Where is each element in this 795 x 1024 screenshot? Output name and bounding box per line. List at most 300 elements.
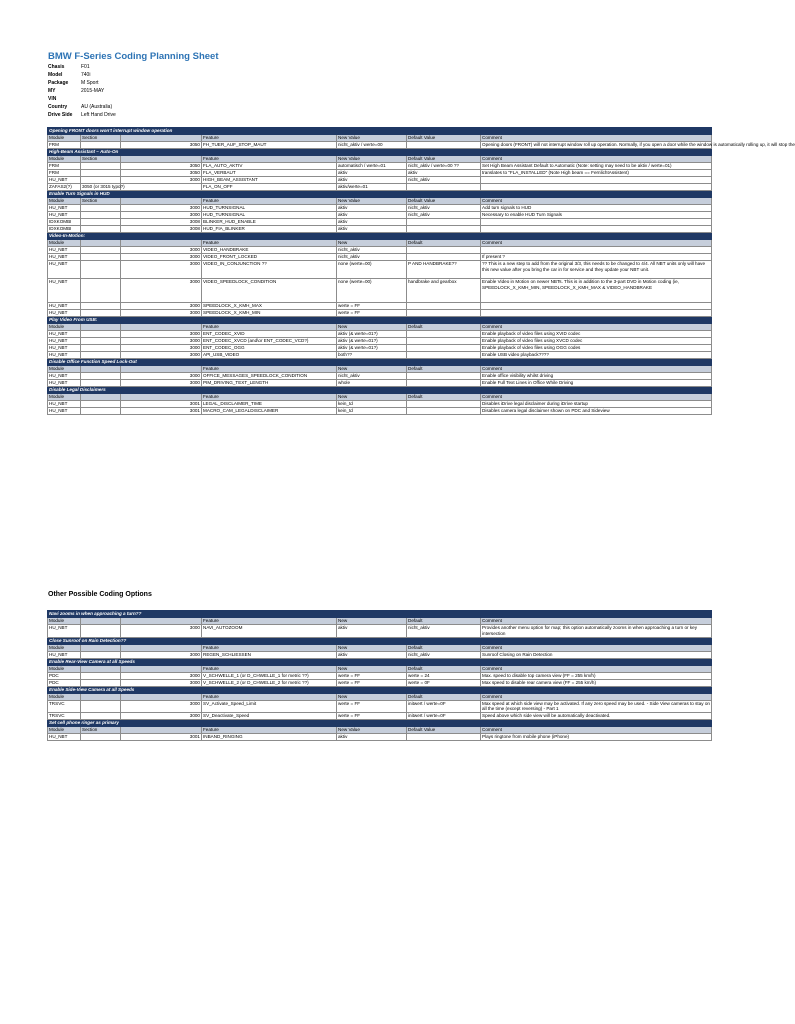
cell-new-value: aktiv — [337, 212, 407, 219]
header-comment: Comment — [481, 618, 712, 625]
cell-section-code: 3001 — [121, 408, 202, 415]
vehicle-info-value: Left Hand Drive — [81, 112, 116, 118]
cell-default-value — [407, 373, 481, 380]
cell-comment — [481, 219, 712, 226]
header-new-value: New — [337, 366, 407, 373]
vehicle-info-row — [48, 87, 116, 95]
cell-section — [81, 713, 121, 720]
header-section-code — [121, 665, 202, 672]
table-row — [48, 338, 712, 345]
vehicle-info-key: Drive Side — [48, 112, 73, 118]
section-heading-row — [48, 233, 712, 240]
cell-feature: PIM_DRIVING_TEXT_LENGTH — [202, 380, 337, 387]
cell-new-value: aktiv — [337, 177, 407, 184]
cell-new-value: aktiv — [337, 625, 407, 638]
cell-section-code: 3000 — [121, 352, 202, 359]
section-heading-row — [48, 658, 712, 665]
cell-new-value: automatisch / werte=01 — [337, 163, 407, 170]
cell-section-code: 3000 — [121, 380, 202, 387]
header-feature: Feature — [202, 366, 337, 373]
header-comment: Comment — [481, 198, 712, 205]
cell-comment: Enable playback of video files using XVCD codec — [481, 338, 712, 345]
coding-table-other — [47, 610, 712, 741]
cell-default-value: initwert / werte=0F — [407, 700, 481, 713]
cell-default-value — [407, 408, 481, 415]
cell-feature: API_USB_VIDEO — [202, 352, 337, 359]
section-heading-row — [48, 317, 712, 324]
cell-module: HU_NBT — [48, 254, 81, 261]
cell-default-value: P AND HANDBRAKE?? — [407, 261, 481, 279]
header-comment: Comment — [481, 135, 712, 142]
header-module: Module — [48, 693, 81, 700]
cell-new-value: aktiv/werte=01 — [337, 184, 407, 191]
section-heading: Enable Side-View Camera at all Speeds — [48, 686, 712, 693]
cell-default-value — [407, 352, 481, 359]
header-default-value: Default Value — [407, 727, 481, 734]
cell-comment: Disables iDrive legal disclaimer during iDrive startup — [481, 401, 712, 408]
cell-section-code: 3000 — [121, 247, 202, 254]
header-module: Module — [48, 135, 81, 142]
cell-module: HU_NBT — [48, 177, 81, 184]
cell-new-value: aktiv (& werte=01?) — [337, 345, 407, 352]
cell-comment — [481, 177, 712, 184]
cell-comment: Max speed at which side view may be activated. If any zero speed may be used. - Side View cameras to stay on all the time (except reversing) - Part 1 — [482, 700, 710, 712]
cell-section — [81, 651, 121, 658]
cell-comment: translates to "FLA_INSTALLED" (Note High beam == FernlichtAssistent) — [481, 170, 712, 177]
cell-module: TRSVC — [48, 713, 81, 720]
cell-new-value: kein_td — [337, 408, 407, 415]
cell-section-code: 3001 — [121, 734, 202, 741]
header-section-code — [121, 394, 202, 401]
header-module: Module — [48, 198, 81, 205]
header-feature: Feature — [202, 198, 337, 205]
cell-default-value: nicht_aktiv — [407, 212, 481, 219]
header-section-code — [121, 693, 202, 700]
cell-new-value: nicht_aktiv — [337, 254, 407, 261]
table-row — [48, 247, 712, 254]
cell-section-code: 3050 — [121, 170, 202, 177]
cell-comment: Max. speed to disable top camera view (FF = 255 km/h) — [481, 672, 712, 679]
header-section-code — [121, 618, 202, 625]
header-section: Section — [81, 135, 121, 142]
cell-module: HU_NBT — [48, 303, 81, 310]
page-title: BMW F-Series Coding Planning Sheet — [48, 51, 219, 62]
header-default-value: Default — [407, 644, 481, 651]
header-section-code — [121, 727, 202, 734]
header-comment: Comment — [481, 394, 712, 401]
vehicle-info-key: Chasis — [48, 64, 65, 70]
section-heading-row — [48, 611, 712, 618]
header-default-value: Default — [407, 693, 481, 700]
cell-feature: FLA_AUTO_AKTIV — [202, 163, 337, 170]
table-row — [48, 163, 712, 170]
cell-feature: ENT_CODEC_XVCD (and\or ENT_CODEC_VCD?) — [202, 338, 337, 345]
vehicle-info-value — [81, 95, 116, 103]
section-heading: Disable Office Function Speed Lock-Out — [48, 359, 712, 366]
cell-section — [81, 177, 121, 184]
vehicle-info-value: M Sport — [81, 80, 99, 86]
header-comment: Comment — [481, 156, 712, 163]
header-feature: Feature — [202, 324, 337, 331]
vehicle-info-row — [48, 111, 116, 119]
header-default-value: Default — [407, 665, 481, 672]
cell-feature: VIDEO_SPEEDLOCK_CONDITION — [202, 279, 337, 303]
header-section — [81, 693, 121, 700]
column-header-row — [48, 618, 712, 625]
table-row — [48, 651, 712, 658]
header-section — [81, 240, 121, 247]
cell-comment — [481, 226, 712, 233]
cell-default-value: handbrake and gearbox — [407, 279, 481, 303]
cell-comment: Enable office visibility whilst driving — [481, 373, 712, 380]
cell-module: HU_NBT — [48, 205, 81, 212]
cell-new-value: werte = FF — [337, 672, 407, 679]
table-row — [48, 205, 712, 212]
cell-new-value: nicht_aktiv — [337, 247, 407, 254]
cell-section — [81, 254, 121, 261]
vehicle-info-row — [48, 79, 116, 87]
header-module: Module — [48, 618, 81, 625]
column-header-row — [48, 727, 712, 734]
cell-default-value: initwert / werte=0F — [407, 713, 481, 720]
cell-section-code: 3000 — [121, 713, 202, 720]
header-default-value: Default — [407, 240, 481, 247]
section-heading-row — [48, 686, 712, 693]
cell-feature: INBAND_RINGING — [202, 734, 337, 741]
cell-section — [81, 734, 121, 741]
cell-module: PDC — [48, 679, 81, 686]
vehicle-info-value: 2015-MAY — [81, 88, 105, 94]
cell-section: 3050 (or 3015 typo?) — [82, 184, 125, 189]
table-row — [48, 408, 712, 415]
header-feature: Feature — [202, 394, 337, 401]
vehicle-info-key: MY — [48, 88, 56, 94]
cell-new-value: werte = FF — [337, 310, 407, 317]
header-section-code — [121, 198, 202, 205]
section-heading-row — [48, 387, 712, 394]
cell-feature: REGEN_SCHLIESSEN — [202, 651, 337, 658]
cell-default-value — [407, 345, 481, 352]
cell-default-value — [407, 331, 481, 338]
cell-feature: SPEEDLOCK_X_KMH_MAX — [202, 303, 337, 310]
header-new-value: New — [337, 618, 407, 625]
cell-comment — [481, 303, 712, 310]
cell-module: HU_NBT — [48, 247, 81, 254]
cell-section-code: 3000 — [121, 625, 202, 638]
table-row — [48, 734, 712, 741]
vehicle-info-row — [48, 103, 116, 111]
header-section-code — [121, 240, 202, 247]
cell-module: HU_NBT — [48, 338, 81, 345]
cell-feature: FLA_VERBAUT — [202, 170, 337, 177]
header-section-code — [121, 135, 202, 142]
cell-section — [81, 163, 121, 170]
header-feature: Feature — [202, 240, 337, 247]
cell-new-value: werte = FF — [337, 679, 407, 686]
table-row — [48, 331, 712, 338]
table-row — [48, 212, 712, 219]
cell-comment: Set High Beam Assistant Default to Automatic (Note: setting may need to be aktiv / werte=01) — [481, 163, 712, 170]
cell-module: HU_NBT — [48, 212, 81, 219]
column-header-row — [48, 693, 712, 700]
cell-feature: VIDEO_FRONT_LOCKED — [202, 254, 337, 261]
cell-module: HU_NBT — [48, 345, 81, 352]
header-section — [81, 324, 121, 331]
table-row — [48, 310, 712, 317]
cell-feature: HUD_FIA_BLINKER — [202, 226, 337, 233]
vehicle-info-value: 740i — [81, 72, 91, 78]
cell-default-value: nicht_aktiv — [407, 205, 481, 212]
cell-comment: ?? This is a new step to add from the original 3/3, this needs to be changed to 4/4. All NBT units only will have this new value after you bring the car in for service and they update your NBT unit. — [481, 261, 712, 279]
coding-table-main — [47, 127, 795, 415]
table-row — [48, 713, 712, 720]
cell-comment: Plays ringtone from mobile phone (iPhone) — [481, 734, 712, 741]
header-new-value: New Value — [337, 135, 407, 142]
table-row — [48, 679, 712, 686]
header-comment: Comment — [481, 727, 712, 734]
vehicle-info-row — [48, 95, 116, 103]
table-row — [48, 401, 712, 408]
cell-feature: NAVI_AUTOZOOM — [202, 625, 337, 638]
cell-section-code: 3000 — [121, 177, 202, 184]
header-module: Module — [48, 644, 81, 651]
cell-default-value: aktiv — [407, 170, 481, 177]
cell-new-value: nicht_aktiv — [337, 373, 407, 380]
section-heading: High-Beam Assistant – Auto-On — [48, 149, 712, 156]
header-feature: Feature — [202, 618, 337, 625]
cell-new-value: whole — [337, 380, 407, 387]
header-default-value: Default — [407, 618, 481, 625]
cell-comment: Enable Video in Motion on newer NBTs. This is in addition to the 3-part DVD in Motion coding (ie, SPEEDLOCK_X_KMH_MIN, SPEEDLOCK_X_KMH_MAX & VIDEO_HANDBRAKE — [481, 279, 712, 303]
cell-default-value: werte = 24 — [407, 672, 481, 679]
vehicle-info — [48, 63, 116, 119]
table-row — [48, 219, 712, 226]
vehicle-info-row — [48, 63, 116, 71]
table-row — [48, 672, 712, 679]
header-module: Module — [48, 156, 81, 163]
cell-section-code: 3000 — [121, 303, 202, 310]
column-header-row — [48, 394, 712, 401]
cell-default-value — [407, 142, 481, 149]
cell-new-value: werte = FF — [337, 700, 407, 713]
cell-comment: Provides another menu option for map; this option automatically zooms in when approaching a turn or key intersection — [481, 625, 712, 638]
section-heading: Enable Rear-View Camera at all Speeds — [48, 658, 712, 665]
header-section-code — [121, 324, 202, 331]
cell-section-code: 3000 — [121, 338, 202, 345]
cell-module: FRM — [48, 170, 81, 177]
cell-feature: VIDEO_HANDBRAKE — [202, 247, 337, 254]
cell-section — [81, 310, 121, 317]
cell-default-value — [407, 247, 481, 254]
cell-feature: HUD_TURNSIGNAL — [202, 205, 337, 212]
cell-feature: HUD_TURNSIGNAL — [202, 212, 337, 219]
column-header-row — [48, 366, 712, 373]
cell-feature: OFFICE_MESSAGES_SPEEDLOCK_CONDITION — [202, 373, 337, 380]
header-module: Module — [48, 366, 81, 373]
cell-section-code: 3000 — [121, 651, 202, 658]
header-section — [81, 665, 121, 672]
header-default-value: Default — [407, 324, 481, 331]
cell-section — [81, 279, 121, 303]
cell-section — [81, 212, 121, 219]
section-heading: Enable Turn Signals in HUD — [48, 191, 712, 198]
cell-module: ZAFAS2(?) — [48, 184, 81, 191]
cell-section — [81, 352, 121, 359]
header-new-value: New Value — [337, 198, 407, 205]
cell-comment: Necessary to enable HUD Turn Signals — [481, 212, 712, 219]
cell-section-code: 3000 — [121, 254, 202, 261]
cell-section-code: 3001 — [121, 401, 202, 408]
cell-section-code: 3000 — [121, 331, 202, 338]
cell-module: HU_NBT — [48, 380, 81, 387]
column-header-row — [48, 156, 712, 163]
section-heading: Disable Legal Disclaimers — [48, 387, 712, 394]
table-row — [48, 142, 712, 149]
cell-comment: Enable USB video playback???? — [481, 352, 712, 359]
cell-default-value — [407, 184, 481, 191]
section-heading-row — [48, 149, 712, 156]
cell-section — [81, 226, 121, 233]
header-section: Section — [81, 727, 121, 734]
cell-section-code: 3000 — [121, 700, 202, 713]
cell-feature: V_SCHWELLE_1 (or D_CHWELLE_1 for metric ??) — [202, 672, 337, 679]
cell-feature: BLINKER_HUD_ENABLE — [202, 219, 337, 226]
header-new-value: New — [337, 693, 407, 700]
table-row — [48, 226, 712, 233]
cell-default-value — [407, 303, 481, 310]
cell-default-value — [407, 219, 481, 226]
cell-section — [81, 625, 121, 638]
header-default-value: Default Value — [407, 135, 481, 142]
cell-new-value: aktiv — [337, 219, 407, 226]
cell-module: HU_NBT — [48, 651, 81, 658]
cell-section — [81, 401, 121, 408]
header-feature: Feature — [202, 727, 337, 734]
cell-module: FRM — [48, 142, 81, 149]
cell-default-value: werte = 0F — [407, 679, 481, 686]
header-section: Section — [81, 198, 121, 205]
cell-section — [81, 373, 121, 380]
cell-comment: Disables camera legal disclaimer shown on PDC and Sideview — [481, 408, 712, 415]
header-module: Module — [48, 324, 81, 331]
header-section — [81, 644, 121, 651]
cell-new-value: werte = FF — [337, 303, 407, 310]
cell-new-value: kein_td — [337, 401, 407, 408]
cell-new-value: none (werte=00) — [337, 279, 407, 303]
cell-feature: SPEEDLOCK_X_KMH_MIN — [202, 310, 337, 317]
cell-section-code: 3008 — [121, 219, 202, 226]
section-heading-row — [48, 128, 712, 135]
cell-comment: Enable Full Text Lines in Office While Driving — [481, 380, 712, 387]
vehicle-info-row — [48, 71, 116, 79]
cell-new-value: aktiv — [337, 226, 407, 233]
cell-section-code: 3000 — [121, 205, 202, 212]
cell-section-code: 3008 — [121, 226, 202, 233]
cell-section-code: 3000 — [121, 261, 202, 279]
cell-default-value: nicht_aktiv — [407, 625, 481, 638]
header-comment: Comment — [481, 324, 712, 331]
table-row — [48, 345, 712, 352]
cell-section — [81, 700, 121, 713]
table-row — [48, 380, 712, 387]
cell-default-value — [407, 401, 481, 408]
cell-comment — [481, 247, 712, 254]
header-section-code — [121, 366, 202, 373]
cell-section — [81, 303, 121, 310]
column-header-row — [48, 240, 712, 247]
cell-section — [81, 338, 121, 345]
cell-section — [81, 331, 121, 338]
cell-comment — [481, 310, 712, 317]
table-row — [48, 625, 712, 638]
header-new-value: New — [337, 644, 407, 651]
cell-feature: HIGH_BEAM_ASSISTANT — [202, 177, 337, 184]
cell-new-value: aktiv — [337, 734, 407, 741]
header-new-value: New — [337, 665, 407, 672]
cell-feature: SV_Activate_Speed_Limit — [202, 700, 337, 713]
cell-section-code — [121, 184, 202, 191]
header-new-value: New — [337, 324, 407, 331]
table-row — [48, 170, 712, 177]
table-row — [48, 700, 712, 713]
header-section — [81, 366, 121, 373]
column-header-row — [48, 324, 712, 331]
header-feature: Feature — [202, 135, 337, 142]
vehicle-info-key: Package — [48, 80, 69, 86]
table-row — [48, 352, 712, 359]
section-heading-row — [48, 637, 712, 644]
cell-module: HU_NBT — [48, 352, 81, 359]
header-comment: Comment — [481, 240, 712, 247]
cell-module: HU_NBT — [48, 310, 81, 317]
section-heading-row — [48, 191, 712, 198]
cell-section — [81, 672, 121, 679]
cell-feature: FH_TUER_AUF_STOP_MAUT — [202, 142, 337, 149]
table-row — [48, 254, 712, 261]
header-section — [81, 618, 121, 625]
cell-new-value: aktiv (& werte=01?) — [337, 331, 407, 338]
column-header-row — [48, 665, 712, 672]
cell-section-code: 3000 — [121, 345, 202, 352]
cell-default-value: nicht_aktiv — [407, 651, 481, 658]
cell-section — [81, 679, 121, 686]
cell-feature: MACRO_CAM_LEGALDISCLAIMER — [202, 408, 337, 415]
cell-new-value: aktiv — [337, 205, 407, 212]
header-section: Section — [81, 156, 121, 163]
cell-default-value — [407, 310, 481, 317]
cell-section — [81, 219, 121, 226]
cell-comment — [481, 184, 712, 191]
cell-comment: If present ? — [481, 254, 712, 261]
cell-default-value — [407, 254, 481, 261]
cell-feature: SV_Deactivate_Speed — [202, 713, 337, 720]
column-header-row — [48, 644, 712, 651]
cell-comment: Add turn signals to HUD — [481, 205, 712, 212]
cell-new-value: werte = FF — [337, 713, 407, 720]
section-heading: Opening FRONT doors won't interrupt window operation — [48, 128, 712, 135]
cell-section-code: 3000 — [121, 679, 202, 686]
header-default-value: Default — [407, 366, 481, 373]
header-default-value: Default — [407, 394, 481, 401]
header-section — [81, 394, 121, 401]
table-row — [48, 303, 712, 310]
header-comment: Comment — [481, 665, 712, 672]
section-heading: Play Video From USB: — [48, 317, 712, 324]
cell-default-value — [407, 734, 481, 741]
cell-section-code: 3000 — [121, 279, 202, 303]
cell-section-code: 3050 — [121, 142, 202, 149]
header-new-value: New — [337, 240, 407, 247]
